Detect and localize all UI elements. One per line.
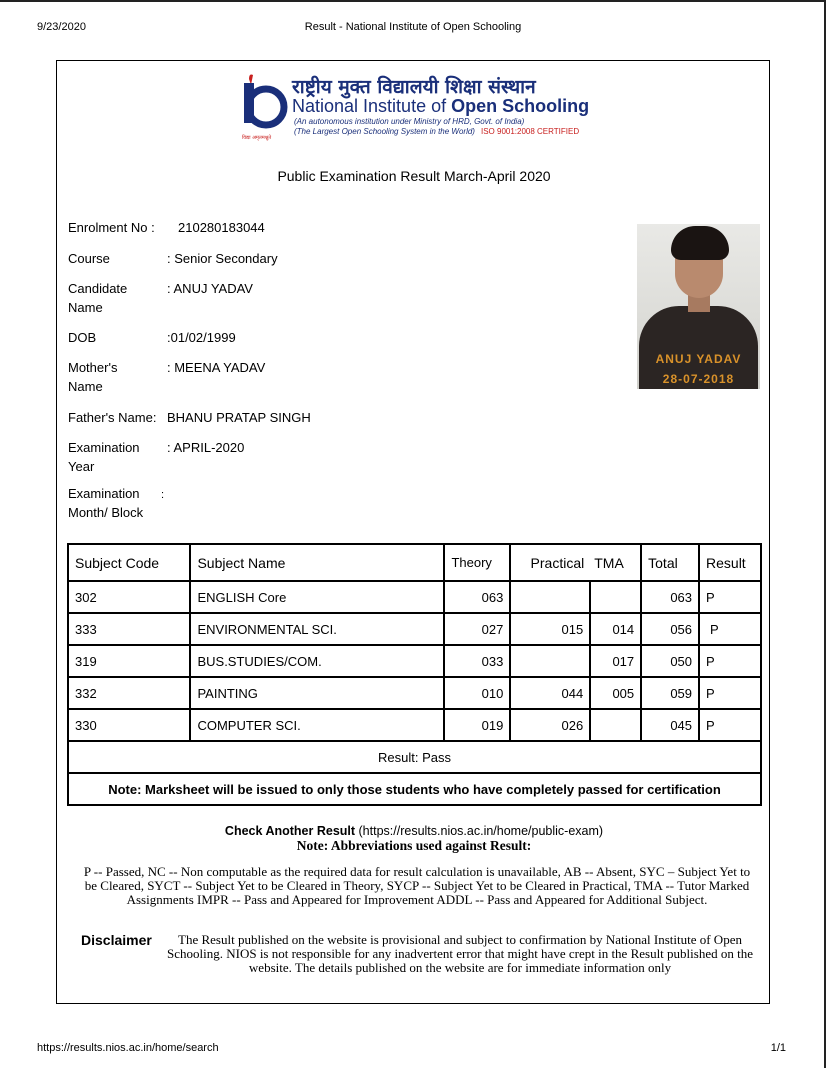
cell-practical — [510, 645, 590, 677]
col-header-theory: Theory — [444, 544, 510, 581]
cell-subject-code: 333 — [68, 613, 190, 645]
col-header-subject-name: Subject Name — [190, 544, 444, 581]
cell-total: 059 — [641, 677, 699, 709]
check-another-result-link[interactable]: Check Another Result — [224, 824, 356, 838]
exam-month-label: Month/ Block — [68, 505, 144, 520]
photo-caption-date: 28-07-2018 — [662, 372, 735, 386]
table-row — [68, 677, 761, 709]
exam-month-value: : — [161, 489, 165, 501]
cell-result: P — [699, 645, 761, 677]
cell-theory: 019 — [444, 709, 510, 741]
cell-subject-name: BUS.STUDIES/COM. — [190, 645, 444, 677]
nios-logo — [242, 71, 602, 141]
cell-theory: 063 — [444, 581, 510, 613]
dob-label: DOB — [68, 330, 97, 345]
disclaimer-text: The Result published on the website is provisional and subject to confirmation by National Institute of Open Schooling. NIOS is not responsible for any inadvertent error that might have crept in the Result published on the website. The details published on the website are for immediate information only — [167, 932, 753, 975]
print-date: 9/23/2020 — [37, 21, 86, 33]
cell-total: 056 — [641, 613, 699, 645]
exam-year-value: : APRIL-2020 — [167, 440, 245, 455]
logo-subtitle: (An autonomous institution under Ministry of HRD, Govt. of India) — [294, 117, 525, 126]
note-row — [68, 773, 761, 805]
abbreviations-title: Note: Abbreviations used against Result: — [296, 838, 532, 853]
col-header-practical: Practical — [510, 544, 590, 581]
exam-month-label: Examination — [68, 486, 140, 501]
father-label: Father's Name: — [68, 410, 157, 425]
col-header-total: Total — [641, 544, 699, 581]
print-footer-url: https://results.nios.ac.in/home/search — [37, 1042, 219, 1054]
candidate-photo — [637, 224, 760, 389]
cell-subject-code: 332 — [68, 677, 190, 709]
print-title: Result - National Institute of Open Schooling — [304, 21, 522, 33]
cell-practical: 044 — [510, 677, 590, 709]
logo-tagline: (The Largest Open Schooling System in the World) ISO 9001:2008 CERTIFIED — [294, 127, 580, 136]
cell-subject-code: 330 — [68, 709, 190, 741]
candidate-label: Candidate — [68, 281, 128, 296]
cell-subject-code: 302 — [68, 581, 190, 613]
course-label: Course — [68, 251, 110, 266]
iso-badge: ISO 9001:2008 CERTIFIED — [480, 127, 580, 136]
cell-practical — [510, 581, 590, 613]
logo-hindi-name: राष्ट्रीय मुक्त विद्यालयी शिक्षा संस्थान — [292, 76, 536, 98]
cell-practical: 015 — [510, 613, 590, 645]
exam-year-label: Examination — [68, 440, 140, 455]
results-table — [67, 543, 762, 806]
table-row — [68, 581, 761, 613]
cell-theory: 027 — [444, 613, 510, 645]
nios-emblem-icon — [242, 71, 288, 141]
cell-subject-name: ENGLISH Core — [190, 581, 444, 613]
table-row — [68, 709, 761, 741]
cell-subject-name: ENVIRONMENTAL SCI. — [190, 613, 444, 645]
col-header-subject-code: Subject Code — [68, 544, 190, 581]
candidate-value: : ANUJ YADAV — [167, 281, 253, 296]
cell-total: 050 — [641, 645, 699, 677]
check-another-result-url: (https://results.nios.ac.in/home/public-exam) — [355, 824, 604, 838]
candidate-label: Name — [68, 300, 103, 315]
page-edge — [0, 0, 826, 2]
cell-result: P — [699, 581, 761, 613]
mother-value: : MEENA YADAV — [167, 360, 266, 375]
cell-total: 063 — [641, 581, 699, 613]
cell-practical: 026 — [510, 709, 590, 741]
result-sheet — [56, 60, 770, 1004]
cell-theory: 033 — [444, 645, 510, 677]
overall-result-row — [68, 741, 761, 773]
cell-tma: 014 — [590, 613, 641, 645]
certification-note: Note: Marksheet will be issued to only those students who have completely passed for certification — [68, 773, 761, 805]
table-row — [68, 645, 761, 677]
exam-title: Public Examination Result March-April 2020 — [277, 168, 551, 184]
logo-english-name: National Institute of Open Schooling — [292, 96, 590, 116]
cell-tma: 005 — [590, 677, 641, 709]
col-header-tma: TMA — [590, 544, 641, 581]
mother-label: Mother's — [68, 360, 118, 375]
print-page-number: 1/1 — [770, 1042, 786, 1054]
cell-subject-name: COMPUTER SCI. — [190, 709, 444, 741]
cell-tma: 017 — [590, 645, 641, 677]
course-value: : Senior Secondary — [167, 251, 278, 266]
cell-tma — [590, 709, 641, 741]
disclaimer-label: Disclaimer — [81, 932, 152, 948]
col-header-result: Result — [699, 544, 761, 581]
svg-text:विद्या अमृतमश्नुते: विद्या अमृतमश्नुते — [242, 135, 272, 141]
cell-subject-code: 319 — [68, 645, 190, 677]
exam-year-label: Year — [68, 459, 95, 474]
overall-result: Result: Pass — [68, 741, 761, 773]
cell-result: P — [699, 677, 761, 709]
table-row — [68, 613, 761, 645]
abbreviations-text: P -- Passed, NC -- Non computable as the required data for result calculation is unavailable, AB -- Absent, SYC – Subject Yet to be Cleared, SYCT -- Subject Yet to be Cleared in Theory, SYCP -- Subject Yet to be Cleared in Practical, TMA -- Tutor Marked Assignments IMPR -- Pass and Appeared for Improvement ADDL -- Pass and Appeared for Additional Subject. — [83, 864, 751, 907]
cell-total: 045 — [641, 709, 699, 741]
cell-tma — [590, 581, 641, 613]
cell-theory: 010 — [444, 677, 510, 709]
mother-label: Name — [68, 379, 103, 394]
photo-caption-name: ANUJ YADAV — [655, 352, 742, 366]
dob-value: :01/02/1999 — [167, 330, 236, 345]
check-another-result — [57, 824, 771, 838]
enrolment-label: Enrolment No : — [68, 220, 155, 235]
cell-subject-name: PAINTING — [190, 677, 444, 709]
table-header-row — [68, 544, 761, 581]
enrolment-value: 210280183044 — [178, 220, 265, 235]
father-value: BHANU PRATAP SINGH — [167, 410, 311, 425]
cell-result: P — [699, 709, 761, 741]
cell-result: P — [699, 613, 761, 645]
